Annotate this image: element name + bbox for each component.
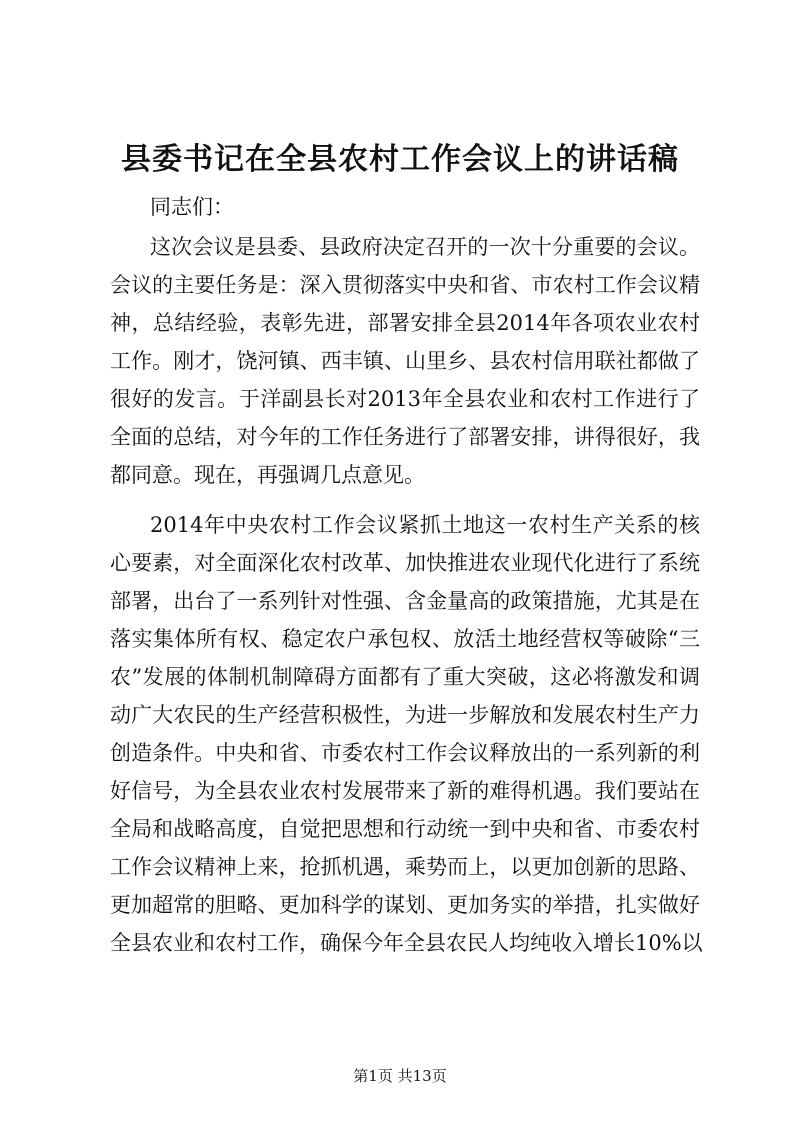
paragraph-1-line: 会议的主要任务是：深入贯彻落实中央和省、市农村工作会议精 [110, 273, 700, 297]
paragraph-2-line: 工作会议精神上来，抢抓机遇，乘势而上，以更加创新的思路、 [110, 855, 700, 879]
paragraph-2-line: 更加超常的胆略、更加科学的谋划、更加务实的举措，扎实做好 [110, 893, 700, 917]
paragraph-1-line: 神，总结经验，表彰先进，部署安排全县2014年各项农业农村 [110, 311, 700, 335]
salutation: 同志们： [150, 195, 234, 219]
paragraph-1-line: 这次会议是县委、县政府决定召开的一次十分重要的会议。 [150, 235, 700, 259]
page-number: 第1页 共13页 [353, 1067, 447, 1085]
document-title: 县委书记在全县农村工作会议上的讲话稿 [121, 142, 679, 177]
paragraph-2-line: 全县农业和农村工作，确保今年全县农民人均纯收入增长10%以 [110, 931, 703, 955]
paragraph-2-line: 全局和战略高度，自觉把思想和行动统一到中央和省、市委农村 [110, 817, 700, 841]
paragraph-2-line: 好信号，为全县农业农村发展带来了新的难得机遇。我们要站在 [110, 779, 700, 803]
paragraph-2-line: 创造条件。中央和省、市委农村工作会议释放出的一系列新的利 [110, 741, 700, 765]
paragraph-1-line: 全面的总结，对今年的工作任务进行了部署安排，讲得很好，我 [110, 425, 700, 449]
paragraph-2-line: 2014年中央农村工作会议紧抓土地这一农村生产关系的核 [150, 513, 700, 537]
paragraph-2-line: 落实集体所有权、稳定农户承包权、放活土地经营权等破除“三 [110, 627, 700, 651]
paragraph-1-line: 很好的发言。于洋副县长对2013年全县农业和农村工作进行了 [110, 387, 700, 411]
paragraph-2-line: 部署，出台了一系列针对性强、含金量高的政策措施，尤其是在 [110, 589, 700, 613]
paragraph-2-line: 动广大农民的生产经营积极性，为进一步解放和发展农村生产力 [110, 703, 700, 727]
paragraph-2-line: 农”发展的体制机制障碍方面都有了重大突破，这必将激发和调 [110, 665, 700, 689]
paragraph-1-line: 都同意。现在，再强调几点意见。 [110, 463, 425, 487]
paragraph-1-line: 工作。刚才，饶河镇、西丰镇、山里乡、县农村信用联社都做了 [110, 349, 700, 373]
paragraph-2-line: 心要素，对全面深化农村改革、加快推进农业现代化进行了系统 [110, 551, 700, 575]
